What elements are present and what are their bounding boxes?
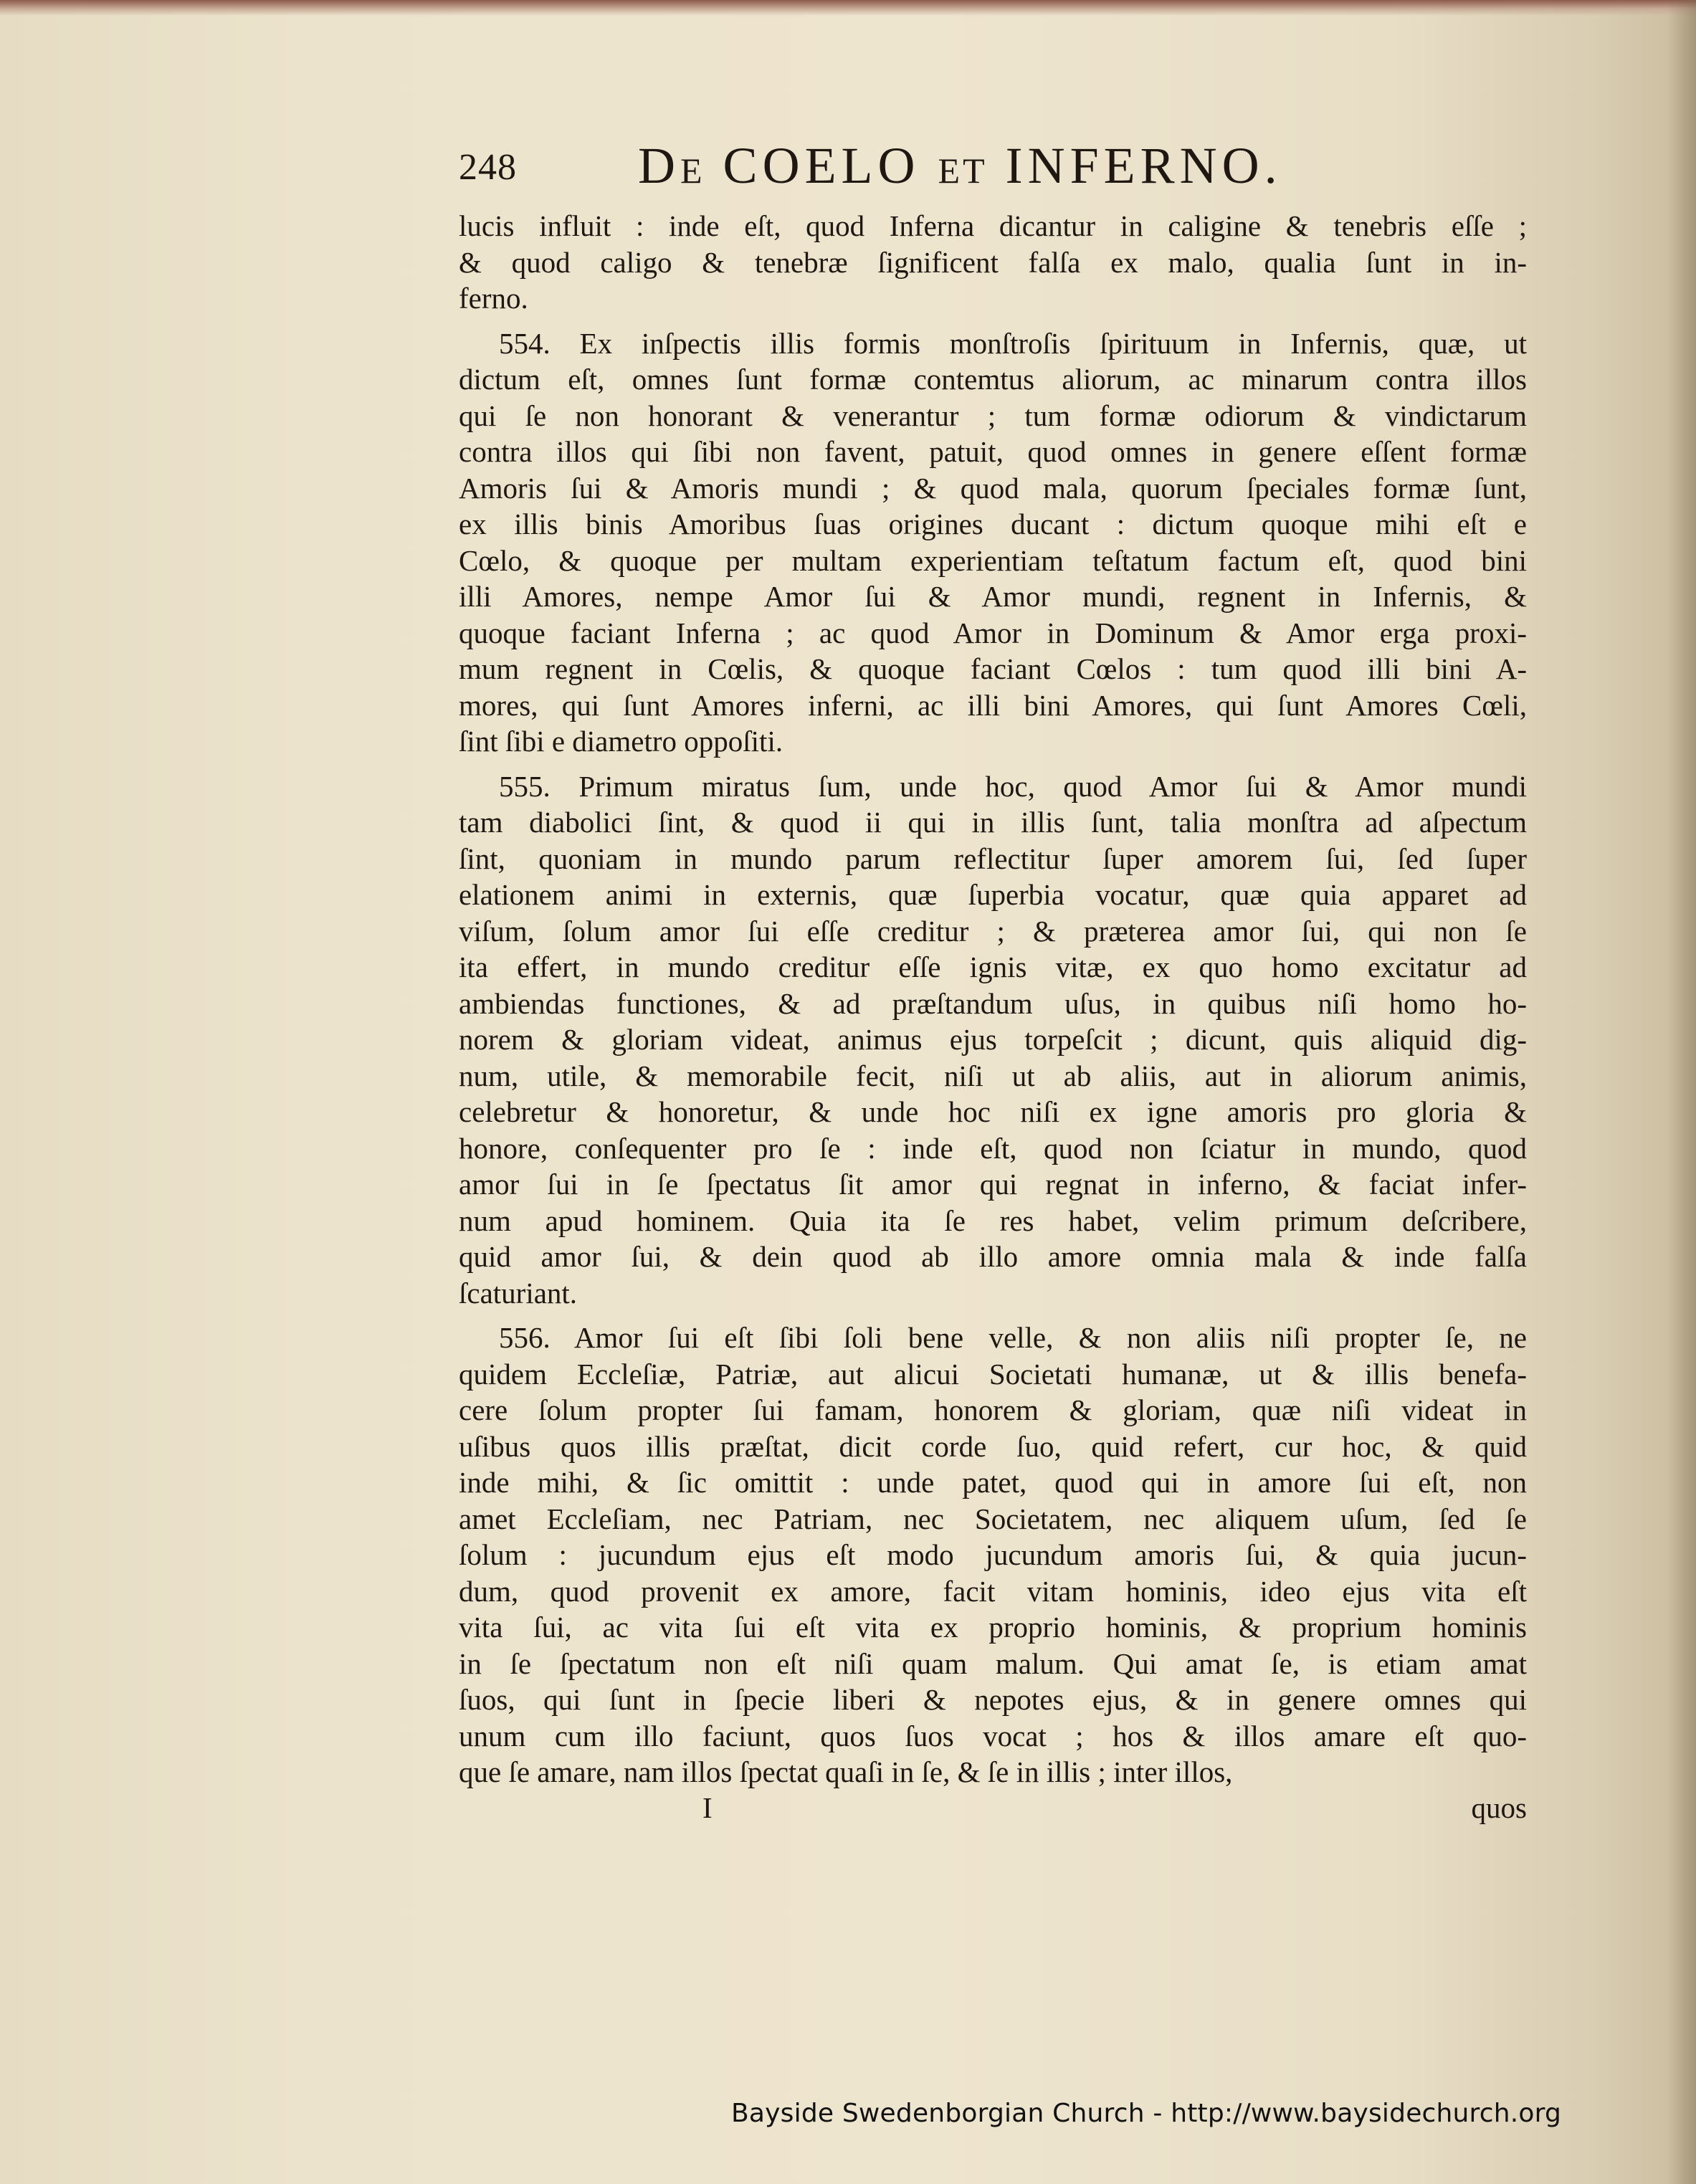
text-line: in ſe ſpectatum non eſt niſi quam malum. Qui amat ſe, is etiam amat xyxy=(459,1646,1527,1680)
text-line: unum cum illo faciunt, quos ſuos vocat ; hos & illos amare eſt quo- xyxy=(459,1719,1527,1753)
watermark-credit: Bayside Swedenborgian Church - http://www.baysidechurch.org xyxy=(731,2099,1562,2128)
text-block xyxy=(459,136,1527,1826)
body-text xyxy=(459,208,1527,1790)
text-line: vita ſui, ac vita ſui eſt vita ex proprio hominis, & proprium hominis xyxy=(459,1611,1527,1644)
text-line: quidem Eccleſiæ, Patriæ, aut alicui Societati humanæ, ut & illis benefa- xyxy=(459,1357,1527,1391)
text-line: que ſe amare, nam illos ſpectat quaſi in ſe, & ſe in illis ; inter illos, xyxy=(459,1755,1233,1788)
running-head xyxy=(459,136,1527,208)
text-line: ex illis binis Amoribus ſuas origines ducant : dictum quoque mihi eſt e xyxy=(459,507,1527,540)
title-coelo: COELO xyxy=(723,137,920,194)
text-line: num, utile, & memorabile fecit, niſi ut ab aliis, aut in aliorum animis, xyxy=(459,1059,1527,1092)
paragraph xyxy=(459,208,1527,317)
text-line: contra illos qui ſibi non favent, patuit, quod omnes in genere eſſent formæ xyxy=(459,435,1527,468)
text-line: ita effert, in mundo creditur eſſe ignis vitæ, ex quo homo excitatur ad xyxy=(459,950,1527,983)
text-line: qui ſe non honorant & venerantur ; tum formæ odiorum & vindictarum xyxy=(459,399,1527,432)
text-line: lucis influit : inde eſt, quod Inferna dicantur in caligine & tenebris eſſe ; xyxy=(459,209,1527,242)
text-line: viſum, ſolum amor ſui eſſe creditur ; & præterea amor ſui, qui non ſe xyxy=(459,914,1527,948)
text-line: ſint, quoniam in mundo parum reflectitur ſuper amorem ſui, ſed ſuper xyxy=(459,841,1527,875)
text-line: mum regnent in Cœlis, & quoque faciant Cœlos : tum quod illi bini A- xyxy=(459,652,1527,685)
text-line: quoque faciant Inferna ; ac quod Amor in Dominum & Amor erga proxi- xyxy=(459,616,1527,649)
text-line: 554. Ex inſpectis illis formis monſtroſis ſpirituum in Infernis, quæ, ut xyxy=(499,326,1527,360)
text-line: 555. Primum miratus ſum, unde hoc, quod Amor ſui & Amor mundi xyxy=(499,769,1527,803)
text-line: quid amor ſui, & dein quod ab illo amore omnia mala & inde falſa xyxy=(459,1240,1527,1273)
text-line: elationem animi in externis, quæ ſuperbia vocatur, quæ quia apparet ad xyxy=(459,878,1527,911)
text-line: amor ſui in ſe ſpectatus ſit amor qui regnat in inferno, & faciat infer- xyxy=(459,1168,1527,1201)
text-line: num apud hominem. Quia ita ſe res habet, velim primum deſcribere, xyxy=(459,1203,1527,1237)
text-line: celebretur & honoretur, & unde hoc niſi ex igne amoris pro gloria & xyxy=(459,1095,1527,1128)
text-line: ſint ſibi e diametro oppoſiti. xyxy=(459,725,783,758)
text-line: ſuos, qui ſunt in ſpecie liberi & nepotes ejus, & in genere omnes qui xyxy=(459,1683,1527,1716)
text-line: cere ſolum propter ſui famam, honorem & gloriam, quæ niſi videat in xyxy=(459,1393,1527,1426)
text-line: dictum eſt, omnes ſunt formæ contemtus aliorum, ac minarum contra illos xyxy=(459,363,1527,396)
page-top-edge xyxy=(0,0,1696,16)
page-gutter-shadow xyxy=(1667,0,1696,2184)
text-line: Amoris ſui & Amoris mundi ; & quod mala, quorum ſpeciales formæ ſunt, xyxy=(459,471,1527,505)
title-et: ET xyxy=(938,151,988,191)
text-line: ferno. xyxy=(459,282,528,315)
text-line: 556. Amor ſui eſt ſibi ſoli bene velle, & non aliis niſi propter ſe, ne xyxy=(499,1321,1527,1354)
text-line: ſolum : jucundum ejus eſt modo jucundum amoris ſui, & quia jucun- xyxy=(459,1538,1527,1571)
page-footer xyxy=(459,1790,1527,1826)
catchword: quos xyxy=(1471,1790,1527,1824)
text-line: mores, qui ſunt Amores inferni, ac illi bini Amores, qui ſunt Amores Cœli, xyxy=(459,688,1527,722)
signature-mark: I xyxy=(702,1790,713,1824)
text-line: & quod caligo & tenebræ ſignificent falſa ex malo, qualia ſunt in in- xyxy=(459,245,1527,279)
text-line: norem & gloriam videat, animus ejus torpeſcit ; dicunt, quis aliquid dig- xyxy=(459,1023,1527,1056)
paragraph xyxy=(459,325,1527,760)
text-line: illi Amores, nempe Amor ſui & Amor mundi, regnent in Infernis, & xyxy=(459,580,1527,613)
text-line: uſibus quos illis præſtat, dicit corde ſuo, quid refert, cur hoc, & quid xyxy=(459,1429,1527,1463)
text-line: ſcaturiant. xyxy=(459,1276,578,1310)
page-number: 248 xyxy=(459,147,517,188)
title-inferno: INFERNO. xyxy=(1005,137,1282,194)
text-line: tam diabolici ſint, & quod ii qui in illis ſunt, talia monſtra ad aſpectum xyxy=(459,806,1527,839)
title-de-small: E xyxy=(680,151,705,191)
text-line: Cœlo, & quoque per multam experientiam teſtatum factum eſt, quod bini xyxy=(459,543,1527,577)
paragraph xyxy=(459,768,1527,1312)
paragraph xyxy=(459,1320,1527,1790)
title-de-initial: D xyxy=(638,137,680,194)
text-line: ambiendas functiones, & ad præſtandum uſus, in quibus niſi homo ho- xyxy=(459,986,1527,1020)
text-line: dum, quod provenit ex amore, facit vitam hominis, ideo ejus vita eſt xyxy=(459,1574,1527,1608)
text-line: inde mihi, & ſic omittit : unde patet, quod qui in amore ſui eſt, non xyxy=(459,1466,1527,1499)
text-line: amet Eccleſiam, nec Patriam, nec Societatem, nec aliquem uſum, ſed ſe xyxy=(459,1502,1527,1535)
text-line: honore, conſequenter pro ſe : inde eſt, quod non ſciatur in mundo, quod xyxy=(459,1131,1527,1165)
running-title xyxy=(638,136,1282,196)
